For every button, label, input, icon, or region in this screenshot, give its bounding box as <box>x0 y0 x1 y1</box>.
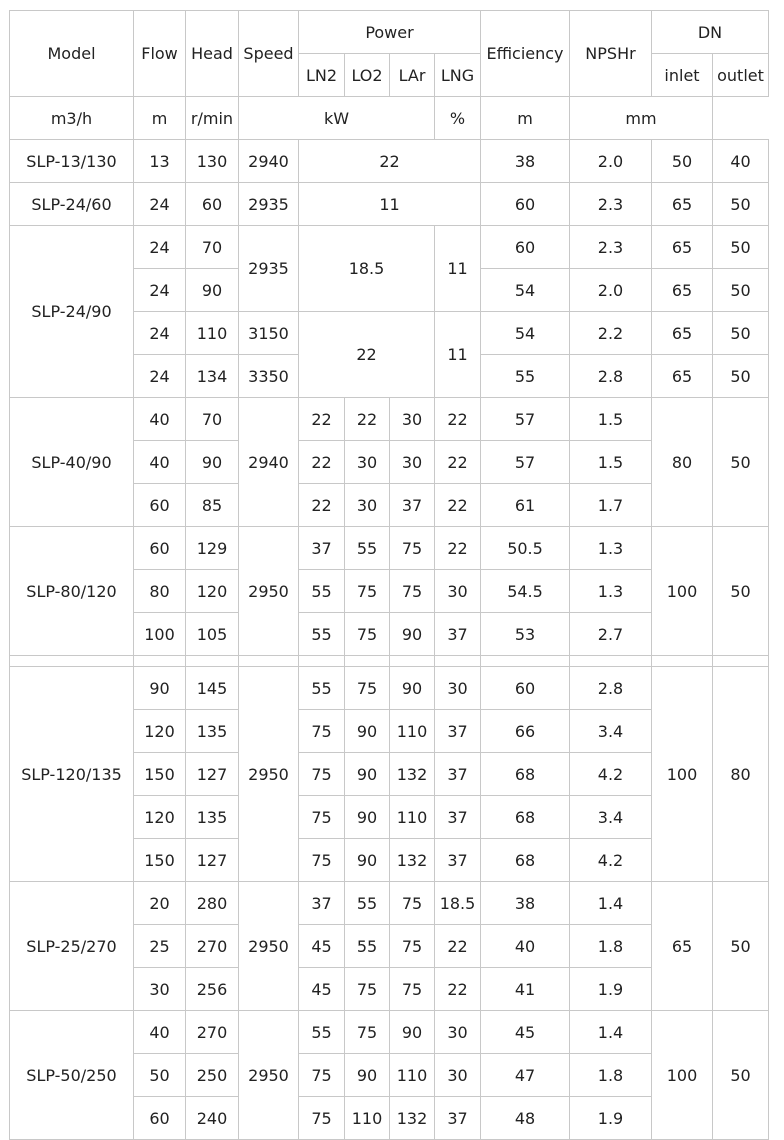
table-row <box>10 183 769 226</box>
unit-speed: r/min <box>186 97 239 140</box>
cell-lo2: 75 <box>345 613 390 656</box>
cell-flow: 80 <box>134 570 186 613</box>
table-row <box>10 527 769 570</box>
cell-npshr: 1.4 <box>570 882 652 925</box>
table-row <box>10 1011 769 1054</box>
cell-outlet: 40 <box>713 140 769 183</box>
cell-ln2: 75 <box>299 1097 345 1140</box>
cell-lar: 30 <box>390 441 435 484</box>
cell-npshr: 1.8 <box>570 1054 652 1097</box>
cell-outlet: 80 <box>713 667 769 882</box>
cell-outlet: 50 <box>713 312 769 355</box>
cell-inlet: 65 <box>652 355 713 398</box>
cell-lo2: 75 <box>345 968 390 1011</box>
cell-outlet: 50 <box>713 398 769 527</box>
cell-npshr: 1.9 <box>570 1097 652 1140</box>
cell-npshr: 4.2 <box>570 839 652 882</box>
cell-lng: 30 <box>435 570 481 613</box>
cell-head: 120 <box>186 570 239 613</box>
cell-flow: 120 <box>134 710 186 753</box>
cell-head: 127 <box>186 839 239 882</box>
cell-lar: 75 <box>390 527 435 570</box>
cell-speed: 2940 <box>239 398 299 527</box>
cell-npshr: 2.7 <box>570 613 652 656</box>
cell-npshr: 1.3 <box>570 527 652 570</box>
cell-head: 70 <box>186 226 239 269</box>
cell-ln2: 37 <box>299 882 345 925</box>
cell-outlet: 50 <box>713 226 769 269</box>
cell-lng: 18.5 <box>435 882 481 925</box>
cell-speed: 3350 <box>239 355 299 398</box>
cell-head: 70 <box>186 398 239 441</box>
cell-npshr: 3.4 <box>570 796 652 839</box>
cell-npshr: 1.9 <box>570 968 652 1011</box>
cell-npshr: 1.8 <box>570 925 652 968</box>
cell-lng: 37 <box>435 796 481 839</box>
cell-efficiency: 57 <box>481 398 570 441</box>
cell-npshr: 3.4 <box>570 710 652 753</box>
cell-lng: 37 <box>435 753 481 796</box>
cell-model: SLP-13/130 <box>10 140 134 183</box>
table-row <box>10 226 769 269</box>
cell-lo2: 75 <box>345 570 390 613</box>
cell-efficiency: 60 <box>481 667 570 710</box>
cell-speed: 2940 <box>239 140 299 183</box>
cell-ln2: 75 <box>299 753 345 796</box>
cell-lng: 22 <box>435 925 481 968</box>
cell-efficiency: 38 <box>481 140 570 183</box>
cell-npshr: 2.8 <box>570 667 652 710</box>
cell-flow: 100 <box>134 613 186 656</box>
cell-npshr: 2.3 <box>570 226 652 269</box>
cell-speed: 2950 <box>239 882 299 1011</box>
cell-flow: 24 <box>134 355 186 398</box>
cell-head: 127 <box>186 753 239 796</box>
cell-lo2: 75 <box>345 1011 390 1054</box>
cell-lar: 75 <box>390 925 435 968</box>
cell-lo2: 90 <box>345 796 390 839</box>
separator-row <box>10 656 769 667</box>
cell-model: SLP-80/120 <box>10 527 134 656</box>
cell-head: 280 <box>186 882 239 925</box>
table-row <box>10 398 769 441</box>
cell-model: SLP-25/270 <box>10 882 134 1011</box>
cell-efficiency: 61 <box>481 484 570 527</box>
cell-power: 22 <box>299 312 435 398</box>
header-flow: Flow <box>134 11 186 97</box>
header-outlet: outlet <box>713 54 769 97</box>
header-dn: DN <box>652 11 769 54</box>
cell-lar: 110 <box>390 796 435 839</box>
cell-ln2: 75 <box>299 796 345 839</box>
cell-lo2: 30 <box>345 441 390 484</box>
header-power: Power <box>299 11 481 54</box>
cell-lar: 37 <box>390 484 435 527</box>
cell-inlet: 80 <box>652 398 713 527</box>
cell-outlet: 50 <box>713 882 769 1011</box>
cell-model: SLP-24/60 <box>10 183 134 226</box>
cell-npshr: 1.3 <box>570 570 652 613</box>
cell-head: 256 <box>186 968 239 1011</box>
unit-flow: m3/h <box>10 97 134 140</box>
cell-npshr: 2.8 <box>570 355 652 398</box>
cell-efficiency: 50.5 <box>481 527 570 570</box>
cell-efficiency: 38 <box>481 882 570 925</box>
cell-lng: 11 <box>435 312 481 398</box>
cell-outlet: 50 <box>713 269 769 312</box>
cell-ln2: 75 <box>299 710 345 753</box>
cell-flow: 60 <box>134 527 186 570</box>
cell-lo2: 22 <box>345 398 390 441</box>
cell-head: 129 <box>186 527 239 570</box>
cell-head: 135 <box>186 796 239 839</box>
cell-head: 270 <box>186 1011 239 1054</box>
cell-lng: 37 <box>435 1097 481 1140</box>
cell-flow: 24 <box>134 312 186 355</box>
cell-head: 105 <box>186 613 239 656</box>
cell-power: 11 <box>299 183 481 226</box>
cell-efficiency: 68 <box>481 796 570 839</box>
cell-lng: 37 <box>435 613 481 656</box>
cell-head: 135 <box>186 710 239 753</box>
cell-model: SLP-24/90 <box>10 226 134 398</box>
unit-power: kW <box>239 97 435 140</box>
cell-ln2: 55 <box>299 570 345 613</box>
cell-inlet: 50 <box>652 140 713 183</box>
cell-head: 240 <box>186 1097 239 1140</box>
cell-head: 90 <box>186 269 239 312</box>
cell-efficiency: 55 <box>481 355 570 398</box>
cell-outlet: 50 <box>713 355 769 398</box>
cell-speed: 2950 <box>239 527 299 656</box>
cell-flow: 24 <box>134 269 186 312</box>
cell-flow: 60 <box>134 484 186 527</box>
cell-inlet: 65 <box>652 183 713 226</box>
cell-inlet: 65 <box>652 882 713 1011</box>
cell-npshr: 1.7 <box>570 484 652 527</box>
cell-head: 145 <box>186 667 239 710</box>
cell-efficiency: 54 <box>481 269 570 312</box>
cell-lar: 75 <box>390 968 435 1011</box>
cell-speed: 2950 <box>239 1011 299 1140</box>
cell-efficiency: 53 <box>481 613 570 656</box>
cell-lo2: 30 <box>345 484 390 527</box>
cell-lar: 132 <box>390 1097 435 1140</box>
cell-ln2: 55 <box>299 667 345 710</box>
cell-ln2: 45 <box>299 925 345 968</box>
cell-flow: 24 <box>134 183 186 226</box>
cell-lo2: 55 <box>345 527 390 570</box>
unit-efficiency: % <box>435 97 481 140</box>
cell-lar: 90 <box>390 613 435 656</box>
cell-efficiency: 60 <box>481 226 570 269</box>
cell-head: 85 <box>186 484 239 527</box>
cell-efficiency: 68 <box>481 753 570 796</box>
cell-lar: 132 <box>390 753 435 796</box>
header-ln2: LN2 <box>299 54 345 97</box>
cell-efficiency: 54.5 <box>481 570 570 613</box>
cell-flow: 40 <box>134 1011 186 1054</box>
cell-flow: 40 <box>134 398 186 441</box>
cell-efficiency: 45 <box>481 1011 570 1054</box>
cell-lng: 11 <box>435 226 481 312</box>
pump-specs-table <box>9 10 769 1140</box>
header-npshr: NPSHr <box>570 11 652 97</box>
cell-efficiency: 54 <box>481 312 570 355</box>
cell-head: 90 <box>186 441 239 484</box>
header-speed: Speed <box>239 11 299 97</box>
cell-speed: 2935 <box>239 226 299 312</box>
header-lng: LNG <box>435 54 481 97</box>
cell-lng: 30 <box>435 1054 481 1097</box>
cell-lng: 22 <box>435 441 481 484</box>
cell-inlet: 65 <box>652 226 713 269</box>
cell-lng: 22 <box>435 968 481 1011</box>
cell-efficiency: 41 <box>481 968 570 1011</box>
table-row <box>10 140 769 183</box>
header-efficiency: Efficiency <box>481 11 570 97</box>
header-lar: LAr <box>390 54 435 97</box>
cell-ln2: 22 <box>299 398 345 441</box>
unit-dn: mm <box>570 97 713 140</box>
cell-npshr: 2.2 <box>570 312 652 355</box>
cell-lar: 90 <box>390 667 435 710</box>
cell-lar: 90 <box>390 1011 435 1054</box>
cell-flow: 40 <box>134 441 186 484</box>
cell-npshr: 1.5 <box>570 441 652 484</box>
cell-lng: 30 <box>435 1011 481 1054</box>
cell-inlet: 100 <box>652 527 713 656</box>
cell-npshr: 4.2 <box>570 753 652 796</box>
cell-npshr: 2.0 <box>570 269 652 312</box>
cell-outlet: 50 <box>713 527 769 656</box>
cell-ln2: 45 <box>299 968 345 1011</box>
cell-outlet: 50 <box>713 1011 769 1140</box>
cell-outlet: 50 <box>713 183 769 226</box>
cell-flow: 30 <box>134 968 186 1011</box>
cell-npshr: 1.4 <box>570 1011 652 1054</box>
cell-lng: 22 <box>435 398 481 441</box>
cell-flow: 150 <box>134 839 186 882</box>
cell-flow: 60 <box>134 1097 186 1140</box>
cell-lar: 75 <box>390 570 435 613</box>
cell-flow: 50 <box>134 1054 186 1097</box>
cell-lng: 37 <box>435 710 481 753</box>
cell-lng: 22 <box>435 527 481 570</box>
cell-efficiency: 66 <box>481 710 570 753</box>
cell-efficiency: 57 <box>481 441 570 484</box>
cell-inlet: 65 <box>652 269 713 312</box>
cell-lar: 110 <box>390 710 435 753</box>
cell-ln2: 37 <box>299 527 345 570</box>
cell-model: SLP-50/250 <box>10 1011 134 1140</box>
header-lo2: LO2 <box>345 54 390 97</box>
unit-head: m <box>134 97 186 140</box>
cell-lo2: 55 <box>345 882 390 925</box>
cell-ln2: 22 <box>299 484 345 527</box>
cell-efficiency: 40 <box>481 925 570 968</box>
table-row <box>10 882 769 925</box>
cell-efficiency: 48 <box>481 1097 570 1140</box>
cell-lar: 75 <box>390 882 435 925</box>
cell-head: 134 <box>186 355 239 398</box>
cell-flow: 120 <box>134 796 186 839</box>
cell-flow: 150 <box>134 753 186 796</box>
cell-lo2: 90 <box>345 839 390 882</box>
cell-flow: 13 <box>134 140 186 183</box>
cell-efficiency: 47 <box>481 1054 570 1097</box>
cell-flow: 25 <box>134 925 186 968</box>
cell-head: 110 <box>186 312 239 355</box>
cell-npshr: 2.0 <box>570 140 652 183</box>
cell-flow: 24 <box>134 226 186 269</box>
cell-inlet: 100 <box>652 1011 713 1140</box>
cell-ln2: 75 <box>299 839 345 882</box>
cell-lo2: 90 <box>345 710 390 753</box>
cell-flow: 20 <box>134 882 186 925</box>
cell-lar: 30 <box>390 398 435 441</box>
cell-power: 22 <box>299 140 481 183</box>
cell-efficiency: 68 <box>481 839 570 882</box>
cell-head: 250 <box>186 1054 239 1097</box>
cell-inlet: 100 <box>652 667 713 882</box>
cell-lo2: 75 <box>345 667 390 710</box>
cell-lo2: 55 <box>345 925 390 968</box>
cell-flow: 90 <box>134 667 186 710</box>
cell-power: 18.5 <box>299 226 435 312</box>
cell-lng: 22 <box>435 484 481 527</box>
cell-lo2: 90 <box>345 753 390 796</box>
cell-inlet: 65 <box>652 312 713 355</box>
cell-speed: 2950 <box>239 667 299 882</box>
header-inlet: inlet <box>652 54 713 97</box>
cell-efficiency: 60 <box>481 183 570 226</box>
table-row <box>10 667 769 710</box>
cell-lar: 132 <box>390 839 435 882</box>
cell-ln2: 55 <box>299 1011 345 1054</box>
cell-speed: 2935 <box>239 183 299 226</box>
cell-head: 60 <box>186 183 239 226</box>
cell-lo2: 90 <box>345 1054 390 1097</box>
header-head: Head <box>186 11 239 97</box>
cell-lng: 30 <box>435 667 481 710</box>
cell-lng: 37 <box>435 839 481 882</box>
cell-model: SLP-40/90 <box>10 398 134 527</box>
cell-ln2: 55 <box>299 613 345 656</box>
cell-speed: 3150 <box>239 312 299 355</box>
cell-ln2: 75 <box>299 1054 345 1097</box>
cell-model: SLP-120/135 <box>10 667 134 882</box>
cell-lo2: 110 <box>345 1097 390 1140</box>
cell-ln2: 22 <box>299 441 345 484</box>
cell-npshr: 2.3 <box>570 183 652 226</box>
header-model: Model <box>10 11 134 97</box>
cell-head: 130 <box>186 140 239 183</box>
cell-npshr: 1.5 <box>570 398 652 441</box>
unit-npshr: m <box>481 97 570 140</box>
cell-head: 270 <box>186 925 239 968</box>
cell-lar: 110 <box>390 1054 435 1097</box>
